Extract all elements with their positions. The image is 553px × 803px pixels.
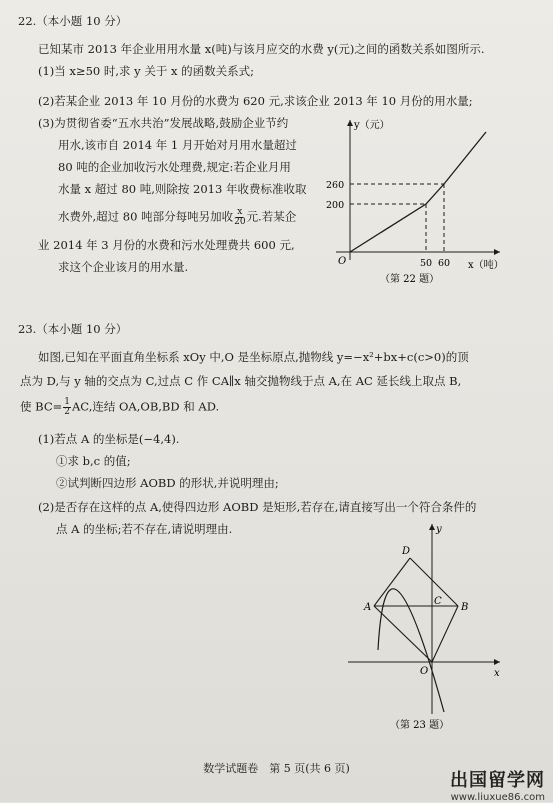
- q23-segment-AO: [374, 606, 432, 662]
- q22-intro: 已知某市 2013 年企业用用水量 x(吨)与该月应交的水费 y(元)之间的函数关系如图所示.: [38, 42, 485, 56]
- q22-x-arrow: [494, 249, 500, 255]
- q22-ytick-200: 200: [326, 200, 345, 211]
- q23-fraction-denominator: 2: [64, 407, 70, 417]
- q22-part2: (2)若某企业 2013 年 10 月份的水费为 620 元,求该企业 2013 年 10 月份的用水量;: [38, 94, 473, 108]
- q23-intro-line1: 如图,已知在平面直角坐标系 xOy 中,O 是坐标原点,抛物线 y=−x²+bx+c(c>0)的顶: [38, 350, 469, 364]
- q23-intro-line3-text: 使 BC=: [20, 399, 63, 414]
- q23-fraction-numerator: 1: [64, 397, 70, 407]
- q22-fraction-numerator: x: [237, 207, 243, 217]
- q23-intro-line2: 点为 D,与 y 轴的交点为 C,过点 C 作 CA∥x 轴交抛物线于点 A,在 AC 延长线上取点 B,: [20, 374, 462, 388]
- q22-part3-line2: 用水,该市自 2014 年 1 月开始对月用水量超过: [58, 138, 297, 152]
- q23-label-D: D: [402, 546, 411, 557]
- q23-intro-line3-tail: AC,连结 OA,OB,BD 和 AD.: [72, 399, 220, 414]
- q23-part1a: ①求 b,c 的值;: [56, 454, 131, 468]
- q22-part3-line6: 业 2014 年 3 月份的水费和污水处理费共 600 元,: [38, 238, 295, 252]
- q22-origin: O: [338, 256, 347, 267]
- q22-part3-line3: 80 吨的企业加收污水处理费,规定:若企业月用: [58, 160, 291, 174]
- q22-y-label: y（元）: [354, 120, 390, 131]
- q23-x-arrow: [494, 659, 500, 665]
- q23-header: 23.（本小题 10 分）: [18, 322, 128, 336]
- site-watermark: [450, 766, 545, 803]
- watermark-title: 出国留学网: [450, 770, 545, 791]
- q22-part3-line1: (3)为贯彻省委“五水共治”发展战略,鼓励企业节约: [38, 116, 289, 130]
- q22-function-line: [350, 132, 486, 252]
- q22-xtick-60: 60: [438, 258, 451, 269]
- q22-y-arrow: [347, 120, 353, 126]
- q22-part3-line4: 水量 x 超过 80 吨,则除按 2013 年收费标准收取: [58, 182, 307, 196]
- q23-caption: （第 23 题）: [390, 720, 450, 731]
- page-footer: 数学试题卷 第 5 页(共 6 页): [203, 762, 350, 775]
- q22-part1: (1)当 x≥50 时,求 y 关于 x 的函数关系式;: [38, 64, 254, 78]
- q22-fraction: [234, 208, 245, 227]
- q23-label-C: C: [434, 596, 442, 607]
- q23-graph: [340, 518, 510, 732]
- q23-part2-line2: 点 A 的坐标;若不存在,请说明理由.: [56, 522, 233, 536]
- q22-part3-line5-tail: 元.若某企: [246, 209, 297, 224]
- q22-caption: （第 22 题）: [380, 274, 440, 284]
- q22-xtick-50: 50: [420, 258, 433, 269]
- q23-label-A: A: [364, 602, 372, 613]
- q23-parabola: [378, 589, 444, 712]
- q23-segment-BO: [432, 606, 458, 662]
- q23-label-B: B: [461, 602, 469, 613]
- q23-part1: (1)若点 A 的坐标是(−4,4).: [38, 432, 180, 446]
- q23-label-x: x: [494, 668, 500, 679]
- q23-part2-line1: (2)是否存在这样的点 A,使得四边形 AOBD 是矩形,若存在,请直接写出一个符合条件的: [38, 500, 477, 514]
- q23-y-arrow: [429, 524, 435, 530]
- q22-header: 22.（本小题 10 分）: [18, 14, 128, 28]
- q23-label-y: y: [436, 524, 442, 535]
- q22-fraction-denominator: 20: [234, 217, 246, 227]
- q23-label-O: O: [420, 666, 429, 677]
- q22-part3-line5-text: 水费外,超过 80 吨部分每吨另加收: [58, 209, 234, 224]
- q23-intro-line3: [20, 398, 219, 417]
- q22-part3-line5: [58, 208, 296, 227]
- q22-ytick-260: 260: [326, 180, 345, 191]
- q23-fraction: [63, 398, 71, 417]
- q22-graph: [318, 112, 508, 284]
- q22-part3-line7: 求这个企业该月的用水量.: [58, 260, 189, 274]
- watermark-url: www.liuxue86.com: [450, 792, 545, 803]
- q23-part1b: ②试判断四边形 AOBD 的形状,并说明理由;: [56, 476, 279, 490]
- q22-x-label: x（吨）: [468, 260, 504, 271]
